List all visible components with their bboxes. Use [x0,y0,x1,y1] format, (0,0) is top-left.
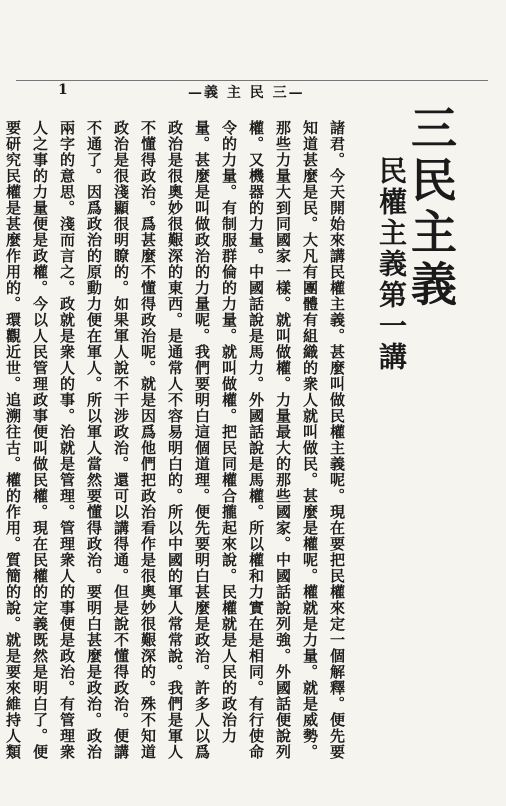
book-title: 三民主義 [404,104,458,312]
header-rule [16,80,488,81]
running-head: —義 主 民 三— [188,85,305,101]
chapter-title: 民權主義第一講 [375,156,408,373]
body-text [4,120,350,775]
page-number: 1 [58,82,68,98]
body-paragraph: 諸君。今天開始來講民權主義。甚麼叫做民權主義呢。現在要把民權來定一個解釋。便先要知道甚麼是民。大凡有團體有組織的衆人就叫做民。甚麼是權呢。權就是力量。就是威勢。那些力量大到同國家一樣。就叫做權。力量最大的那些國家。中國話說列強。外國話便說列權。又機器的力量。中國話說是馬力。外國話說是馬權。所以權和力實在是相同。有行使命令的力量。有制服群倫的力量。就叫做權。把民同權合攏起來說。民權就是人民的政治力量。甚麼是叫做政治的力量呢。我們要明白這個道理。便先要明白甚麼是政治。許多人以爲政治是很奧妙很艱深的東西。是通常人不容易明白的。所以中國的軍人常常說。我們是軍人不懂得政治。爲甚麼不懂得政治呢。就是因爲他們把政治看作是很奧妙很艱深的。殊不知道政治是很淺顯很明瞭的。如果軍人說不干涉政治。還可以講得通。但是說不懂得政治。便講不通了。因爲政治的原動力便在軍人。所以軍人當然要懂得政治。要明白甚麼是政治。政治兩字的意思。淺而言之。政就是衆人的事。治就是管理。管理衆人的事便是政治。有管理衆人之事的力量便是政權。今以人民管理政事便叫做民權。現在民權的定義既然是明白了。便要研究民權是甚麼作用的。環觀近世。追溯往古。權的作用。質簡的說。就是要來維持人類 [4,120,346,760]
